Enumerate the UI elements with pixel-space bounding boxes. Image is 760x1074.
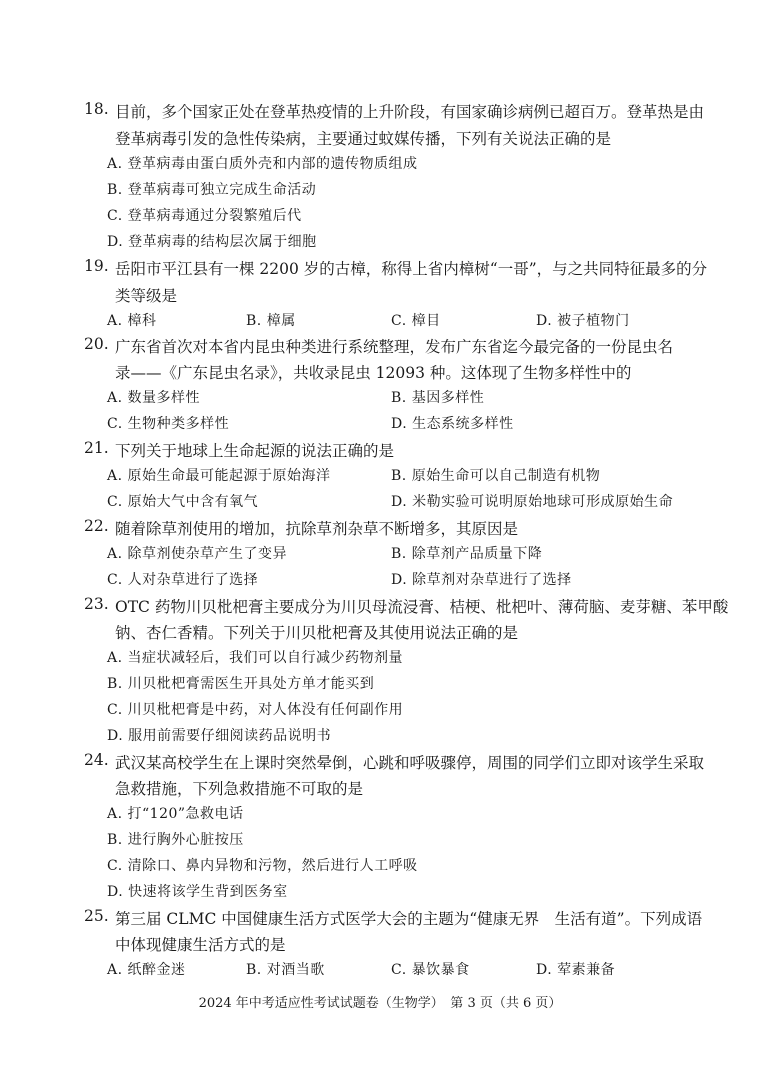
option-b: B. 基因多样性: [391, 390, 485, 406]
option-b: B. 除草剂产品质量下降: [391, 546, 543, 562]
option-a: A. 原始生命最可能起源于原始海洋: [107, 468, 331, 484]
option-d: D. 米勒实验可说明原始地球可形成原始生命: [391, 494, 674, 510]
page-footer: 2024 年中考适应性考试试题卷（生物学） 第 3 页（共 6 页）: [198, 996, 562, 1011]
option-c: C. 原始大气中含有氧气: [107, 494, 259, 510]
option-c: C. 登革病毒通过分裂繁殖后代: [107, 208, 302, 224]
option-b: B. 樟属: [246, 313, 296, 329]
option-c: C. 樟目: [391, 313, 441, 329]
question-number: 24.: [84, 751, 109, 769]
question-number: 21.: [84, 439, 109, 457]
option-c: C. 清除口、鼻内异物和污物，然后进行人工呼吸: [107, 858, 418, 874]
option-d: D. 被子植物门: [536, 313, 630, 329]
option-d: D. 除草剂对杂草进行了选择: [391, 572, 572, 588]
question-number: 25.: [84, 907, 109, 925]
option-a: A. 打“120”急救电话: [107, 806, 244, 822]
question-stem-line: 广东省首次对本省内昆虫种类进行系统整理，发布广东省迄今最完备的一份昆虫名: [115, 338, 674, 356]
question-stem-line: OTC 药物川贝枇杷膏主要成分为川贝母流浸膏、桔梗、枇杷叶、薄荷脑、麦芽糖、苯甲酸: [115, 598, 729, 616]
question-stem-line: 岳阳市平江县有一棵 2200 岁的古樟，称得上省内樟树“一哥”，与之共同特征最多的分: [115, 260, 708, 278]
option-c: C. 人对杂草进行了选择: [107, 572, 259, 588]
question-stem-line: 类等级是: [115, 287, 178, 305]
option-a: A. 樟科: [107, 313, 157, 329]
option-a: A. 数量多样性: [107, 390, 201, 406]
option-a: A. 纸醉金迷: [107, 962, 186, 978]
option-b: B. 对酒当歌: [246, 962, 325, 978]
question-number: 20.: [84, 335, 109, 353]
option-b: B. 进行胸外心脏按压: [107, 832, 244, 848]
question-stem-line: 武汉某高校学生在上课时突然晕倒，心跳和呼吸骤停，周围的同学们立即对该学生采取: [115, 754, 705, 772]
option-a: A. 当症状减轻后，我们可以自行减少药物剂量: [107, 650, 404, 666]
option-a: A. 登革病毒由蛋白质外壳和内部的遗传物质组成: [107, 156, 418, 172]
option-d: D. 登革病毒的结构层次属于细胞: [107, 234, 317, 250]
question-number: 23.: [84, 595, 109, 613]
option-b: B. 原始生命可以自己制造有机物: [391, 468, 601, 484]
option-d: D. 生态系统多样性: [391, 416, 514, 432]
question-stem-line: 登革病毒引发的急性传染病，主要通过蚊媒传播，下列有关说法正确的是: [115, 130, 612, 148]
question-stem-line: 目前，多个国家正处在登革热疫情的上升阶段，有国家确诊病例已超百万。登革热是由: [115, 103, 705, 121]
option-c: C. 暴饮暴食: [391, 962, 470, 978]
question-number: 19.: [84, 257, 109, 275]
option-d: D. 服用前需要仔细阅读药品说明书: [107, 728, 332, 744]
option-a: A. 除草剂使杂草产生了变异: [107, 546, 288, 562]
option-d: D. 快速将该学生背到医务室: [107, 884, 288, 900]
option-c: C. 生物种类多样性: [107, 416, 230, 432]
question-stem-line: 钠、杏仁香精。下列关于川贝枇杷膏及其使用说法正确的是: [115, 624, 519, 642]
option-d: D. 荤素兼备: [536, 962, 616, 978]
question-number: 18.: [84, 100, 109, 118]
option-b: B. 登革病毒可独立完成生命活动: [107, 182, 317, 198]
question-number: 22.: [84, 517, 109, 535]
question-stem-line: 中体现健康生活方式的是: [115, 936, 286, 954]
question-stem-line: 下列关于地球上生命起源的说法正确的是: [115, 442, 395, 460]
option-c: C. 川贝枇杷膏是中药，对人体没有任何副作用: [107, 702, 404, 718]
question-stem-line: 第三届 CLMC 中国健康生活方式医学大会的主题为“健康无界 生活有道”。下列成语: [115, 910, 703, 928]
option-b: B. 川贝枇杷膏需医生开具处方单才能买到: [107, 676, 375, 692]
question-stem-line: 录——《广东昆虫名录》，共收录昆虫 12093 种。这体现了生物多样性中的: [115, 364, 632, 382]
question-stem-line: 急救措施，下列急救措施不可取的是: [115, 780, 364, 798]
question-stem-line: 随着除草剂使用的增加，抗除草剂杂草不断增多，其原因是: [115, 520, 519, 538]
